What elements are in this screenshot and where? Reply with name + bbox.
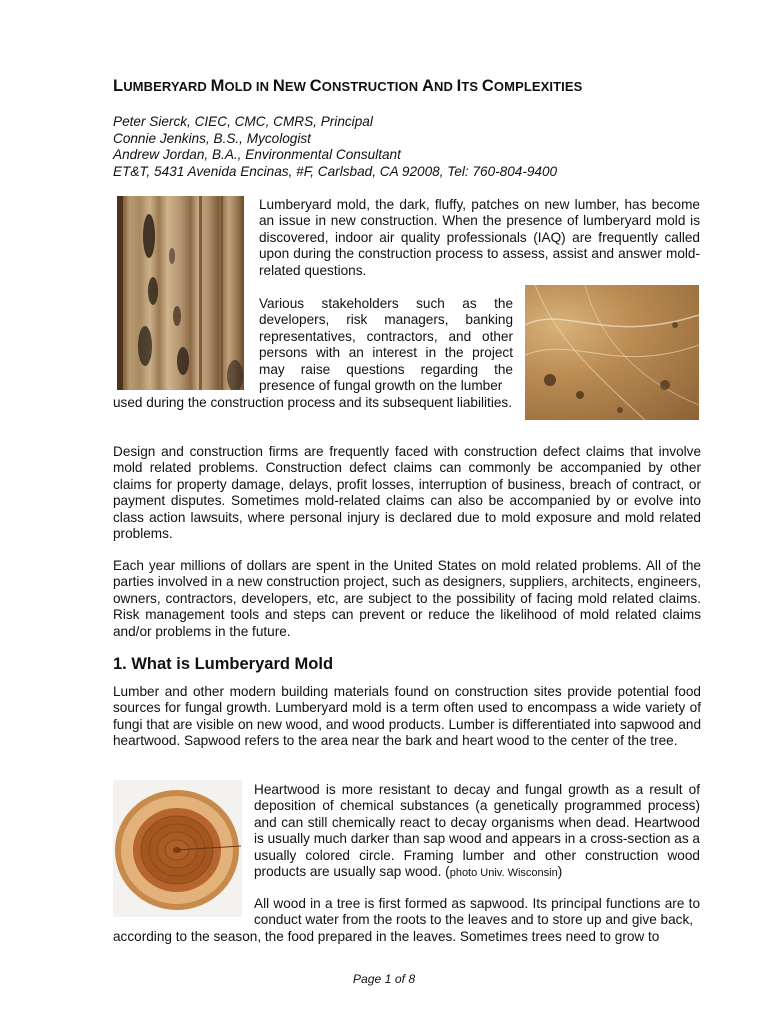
title-part: C — [309, 77, 322, 95]
address-line: ET&T, 5431 Avenida Encinas, #F, Carlsbad, CA 92008, Tel: 760-804-9400 — [113, 163, 558, 179]
author-line: Andrew Jordan, B.A., Environmental Consultant — [113, 147, 401, 163]
section-heading: 1. What is Lumberyard Mold — [113, 655, 334, 673]
title-part: TS — [461, 79, 482, 94]
cost-paragraph: Each year millions of dollars are spent in the United States on mold related problems. All of the parties involved in a new construction project, such as designers, suppliers, architects, engineers, owners, contractors, developers, etc, are subject to the possibility of facing mold related claims. Risk management tools and steps can prevent or reduce the likelihood of mold related claims and/or problems in the future. — [113, 558, 701, 639]
sapwood-paragraph: All wood in a tree is first formed as sapwood. Its principal functions are to conduct water from the roots to the leaves and to store up and give back, — [254, 896, 700, 928]
heartwood-paragraph — [254, 782, 700, 881]
title-part: UMBERYARD — [123, 79, 211, 94]
title-part: EW — [284, 79, 310, 94]
intro-paragraph: Lumberyard mold, the dark, fluffy, patches on new lumber, has become an issue in new construction. When the presence of lumberyard mold is discovered, indoor air quality professionals (IAQ) are frequently called upon during the construction process to assess, assist and answer mold-related questions. — [259, 197, 700, 278]
stakeholders-paragraph: Various stakeholders such as the developers, risk managers, banking representatives, contractors, and other persons with an interest in the project may raise questions regarding the presence of fungal growth on the lumber — [259, 296, 513, 394]
title-part: M — [210, 77, 225, 95]
heartwood-text: Heartwood is more resistant to decay and fungal growth as a result of deposition of chemical substances (a genetically programmed process) and can still chemically react to decay organisms when dead. Heartwood is usually much darker than sap wood and appears in a cross-section as a usually colored circle. Framing lumber and other construction wood products are usually sap wood. ( — [254, 782, 700, 880]
author-line: Peter Sierck, CIEC, CMC, CMRS, Principal — [113, 114, 373, 129]
stakeholders-paragraph-continued: used during the construction process and its subsequent liabilities. — [113, 395, 512, 410]
lumber-paragraph: Lumber and other modern building materials found on construction sites provide potential food sources for fungal growth. Lumberyard mold is a term often used to encompass a wide variety of fungi that are visible on new wood, and wood products. Lumber is differentiated into sapwood and heartwood. Sapwood refers to the area near the bark and heart wood to the center of the tree. — [113, 684, 701, 749]
photo-credit-close: ) — [557, 864, 563, 880]
mold-closeup-photo — [525, 285, 699, 420]
author-line: Connie Jenkins, B.S., Mycologist — [113, 130, 311, 146]
photo-credit: photo Univ. Wisconsin — [449, 867, 558, 880]
moldy-lumber-photo — [117, 196, 244, 390]
title-part: ONSTRUCTION — [321, 79, 422, 94]
title-part: A — [421, 77, 434, 95]
title-part: OLD IN — [224, 79, 273, 94]
defect-claims-paragraph: Design and construction firms are frequently faced with construction defect claims that involve mold related problems. Construction defect claims can commonly be accompanied by other claims for property damage, delays, profit losses, interruption of business, breach of contract, or payment disputes. Sometimes mold-related claims can also be accompanied by or evolve into class action lawsuits, where personal injury is declared due to mold exposure and mold related problems. — [113, 444, 701, 542]
document-title — [113, 77, 713, 96]
tree-cross-section-photo — [113, 780, 242, 917]
title-part: L — [113, 77, 124, 95]
author-block — [113, 114, 713, 180]
title-part: ND — [433, 79, 457, 94]
title-part: OMPLEXITIES — [493, 79, 583, 94]
title-part: C — [481, 77, 494, 95]
title-part: I — [456, 77, 462, 95]
sapwood-paragraph-continued: according to the season, the food prepared in the leaves. Sometimes trees need to grow to — [113, 929, 660, 944]
page-number: Page 1 of 8 — [352, 972, 416, 986]
title-part: N — [272, 77, 285, 95]
